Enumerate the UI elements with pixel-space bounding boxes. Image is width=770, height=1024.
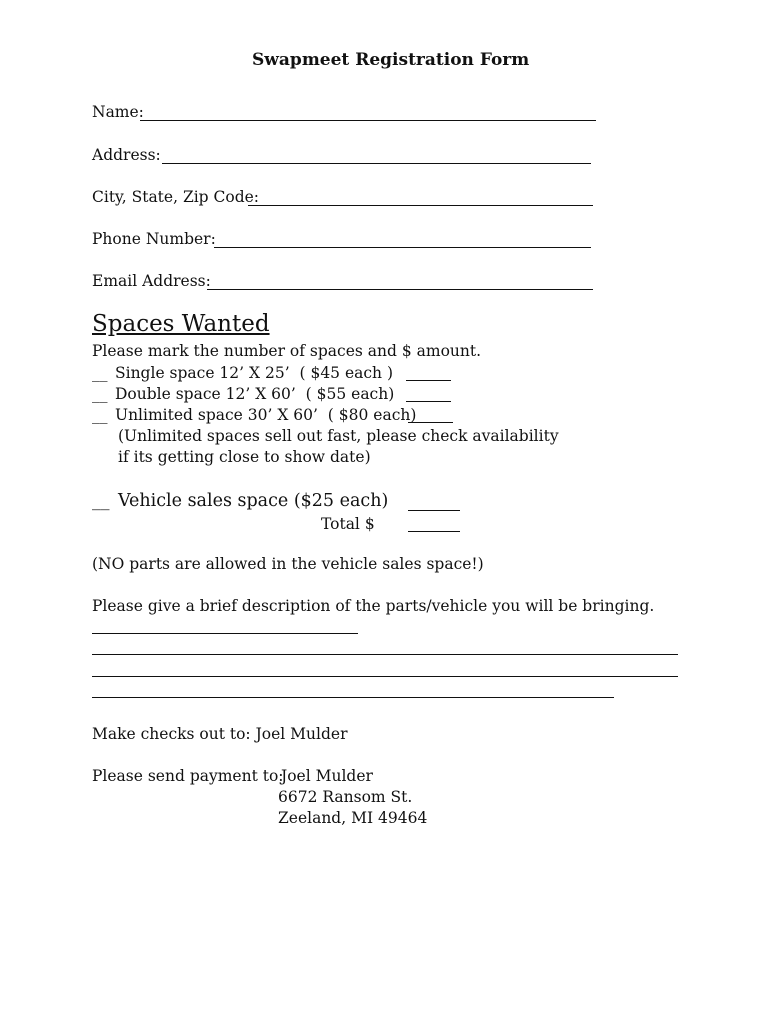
checks-payable-line: Make checks out to: Joel Mulder (92, 725, 348, 743)
vehicle-space-blank[interactable]: __ (92, 491, 110, 511)
name-field-line[interactable] (140, 120, 596, 121)
vehicle-space-label: Vehicle sales space ($25 each) (118, 491, 389, 511)
email-label: Email Address: (92, 272, 211, 290)
name-label: Name: (92, 103, 144, 121)
spaces-heading: Spaces Wanted (92, 311, 270, 337)
form-title: Swapmeet Registration Form (252, 50, 530, 70)
double-space-amount-line[interactable] (406, 401, 451, 402)
city-state-zip-field-line[interactable] (248, 205, 593, 206)
no-parts-note: (NO parts are allowed in the vehicle sales space!) (92, 555, 484, 573)
payee-city: Zeeland, MI 49464 (278, 809, 428, 827)
unlimited-space-blank[interactable]: __ (92, 406, 108, 424)
single-space-blank[interactable]: __ (92, 364, 108, 382)
address-field-line[interactable] (162, 163, 591, 164)
payee-street: 6672 Ransom St. (278, 788, 413, 806)
unlimited-space-label: Unlimited space 30’ X 60’ ( $80 each) (115, 406, 417, 424)
single-space-amount-line[interactable] (406, 380, 451, 381)
city-state-zip-label: City, State, Zip Code: (92, 188, 260, 206)
email-field-line[interactable] (207, 289, 593, 290)
double-space-blank[interactable]: __ (92, 385, 108, 403)
description-line-3[interactable] (92, 676, 678, 677)
payee-name: Joel Mulder (281, 767, 373, 785)
phone-label: Phone Number: (92, 230, 216, 248)
description-prompt: Please give a brief description of the parts/vehicle you will be bringing. (92, 597, 655, 615)
phone-field-line[interactable] (214, 247, 591, 248)
spaces-instruction: Please mark the number of spaces and $ amount. (92, 342, 482, 360)
single-space-label: Single space 12’ X 25’ ( $45 each ) (115, 364, 394, 382)
description-line-4[interactable] (92, 697, 614, 698)
total-amount-line[interactable] (408, 531, 460, 532)
vehicle-space-amount-line[interactable] (408, 510, 460, 511)
address-label: Address: (92, 146, 161, 164)
double-space-label: Double space 12’ X 60’ ( $55 each) (115, 385, 395, 403)
unlimited-note-line1: (Unlimited spaces sell out fast, please check availability (118, 427, 559, 445)
description-line-2[interactable] (92, 654, 678, 655)
total-label: Total $ (321, 515, 375, 533)
unlimited-note-line2: if its getting close to show date) (118, 448, 371, 466)
unlimited-space-amount-line[interactable] (408, 422, 453, 423)
description-line-1[interactable] (92, 633, 358, 634)
send-payment-label: Please send payment to: (92, 767, 284, 785)
